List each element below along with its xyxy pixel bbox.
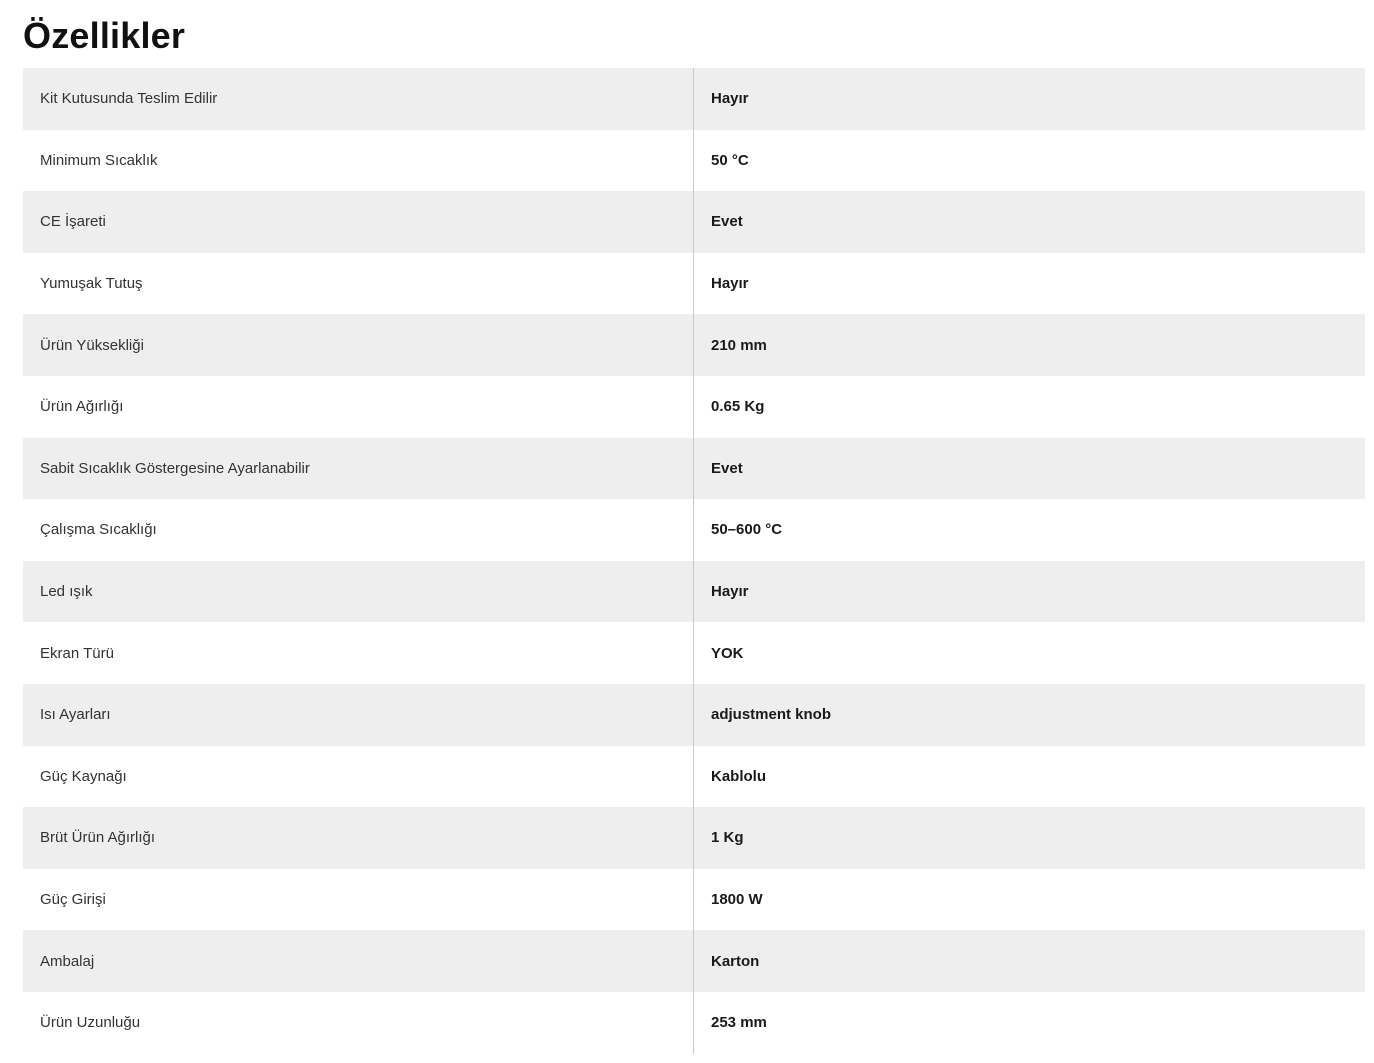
spec-value: adjustment knob xyxy=(711,706,832,724)
spec-label: Güç Girişi xyxy=(23,869,694,931)
spec-label: Çalışma Sıcaklığı xyxy=(23,499,694,561)
spec-label: CE İşareti xyxy=(23,191,694,253)
section-title: Özellikler xyxy=(23,15,186,56)
spec-row xyxy=(23,253,1365,315)
spec-value: 253 mm xyxy=(711,1014,767,1032)
spec-row xyxy=(23,869,1365,931)
spec-row xyxy=(23,314,1365,376)
spec-label: Kit Kutusunda Teslim Edilir xyxy=(23,68,694,130)
spec-row xyxy=(23,376,1365,438)
spec-label: Brüt Ürün Ağırlığı xyxy=(23,807,694,869)
spec-row xyxy=(23,930,1365,992)
spec-label: Ekran Türü xyxy=(23,622,694,684)
spec-value: Evet xyxy=(711,459,743,477)
spec-row xyxy=(23,68,1365,130)
spec-row xyxy=(23,622,1365,684)
spec-row xyxy=(23,499,1365,561)
spec-row xyxy=(23,130,1365,192)
spec-label: Minimum Sıcaklık xyxy=(23,130,694,192)
spec-row xyxy=(23,561,1365,623)
spec-label: Güç Kaynağı xyxy=(23,746,694,808)
spec-row xyxy=(23,807,1365,869)
spec-value: 1 Kg xyxy=(711,829,744,847)
spec-value: Evet xyxy=(711,213,743,231)
spec-label: Isı Ayarları xyxy=(23,684,694,746)
spec-value: Kablolu xyxy=(711,767,766,785)
spec-label: Ambalaj xyxy=(23,930,694,992)
spec-row xyxy=(23,746,1365,808)
spec-row xyxy=(23,684,1365,746)
spec-value: Karton xyxy=(711,952,760,970)
spec-value: Hayır xyxy=(711,275,749,293)
spec-value: 0.65 Kg xyxy=(711,398,765,416)
spec-label: Ürün Yüksekliği xyxy=(23,314,694,376)
spec-value: 1800 W xyxy=(711,891,763,909)
spec-value: YOK xyxy=(711,644,744,662)
spec-row xyxy=(23,191,1365,253)
spec-value: 50 °C xyxy=(711,151,749,169)
specifications-table xyxy=(23,68,1365,1054)
spec-label: Ürün Uzunluğu xyxy=(23,992,694,1054)
spec-row xyxy=(23,438,1365,500)
spec-value: 50–600 °C xyxy=(711,521,783,539)
spec-label: Yumuşak Tutuş xyxy=(23,253,694,315)
spec-label: Ürün Ağırlığı xyxy=(23,376,694,438)
spec-row xyxy=(23,992,1365,1054)
spec-label: Led ışık xyxy=(23,561,694,623)
spec-label: Sabit Sıcaklık Göstergesine Ayarlanabilir xyxy=(23,438,694,500)
spec-value: Hayır xyxy=(711,90,749,108)
spec-value: 210 mm xyxy=(711,336,767,354)
spec-value: Hayır xyxy=(711,583,749,601)
